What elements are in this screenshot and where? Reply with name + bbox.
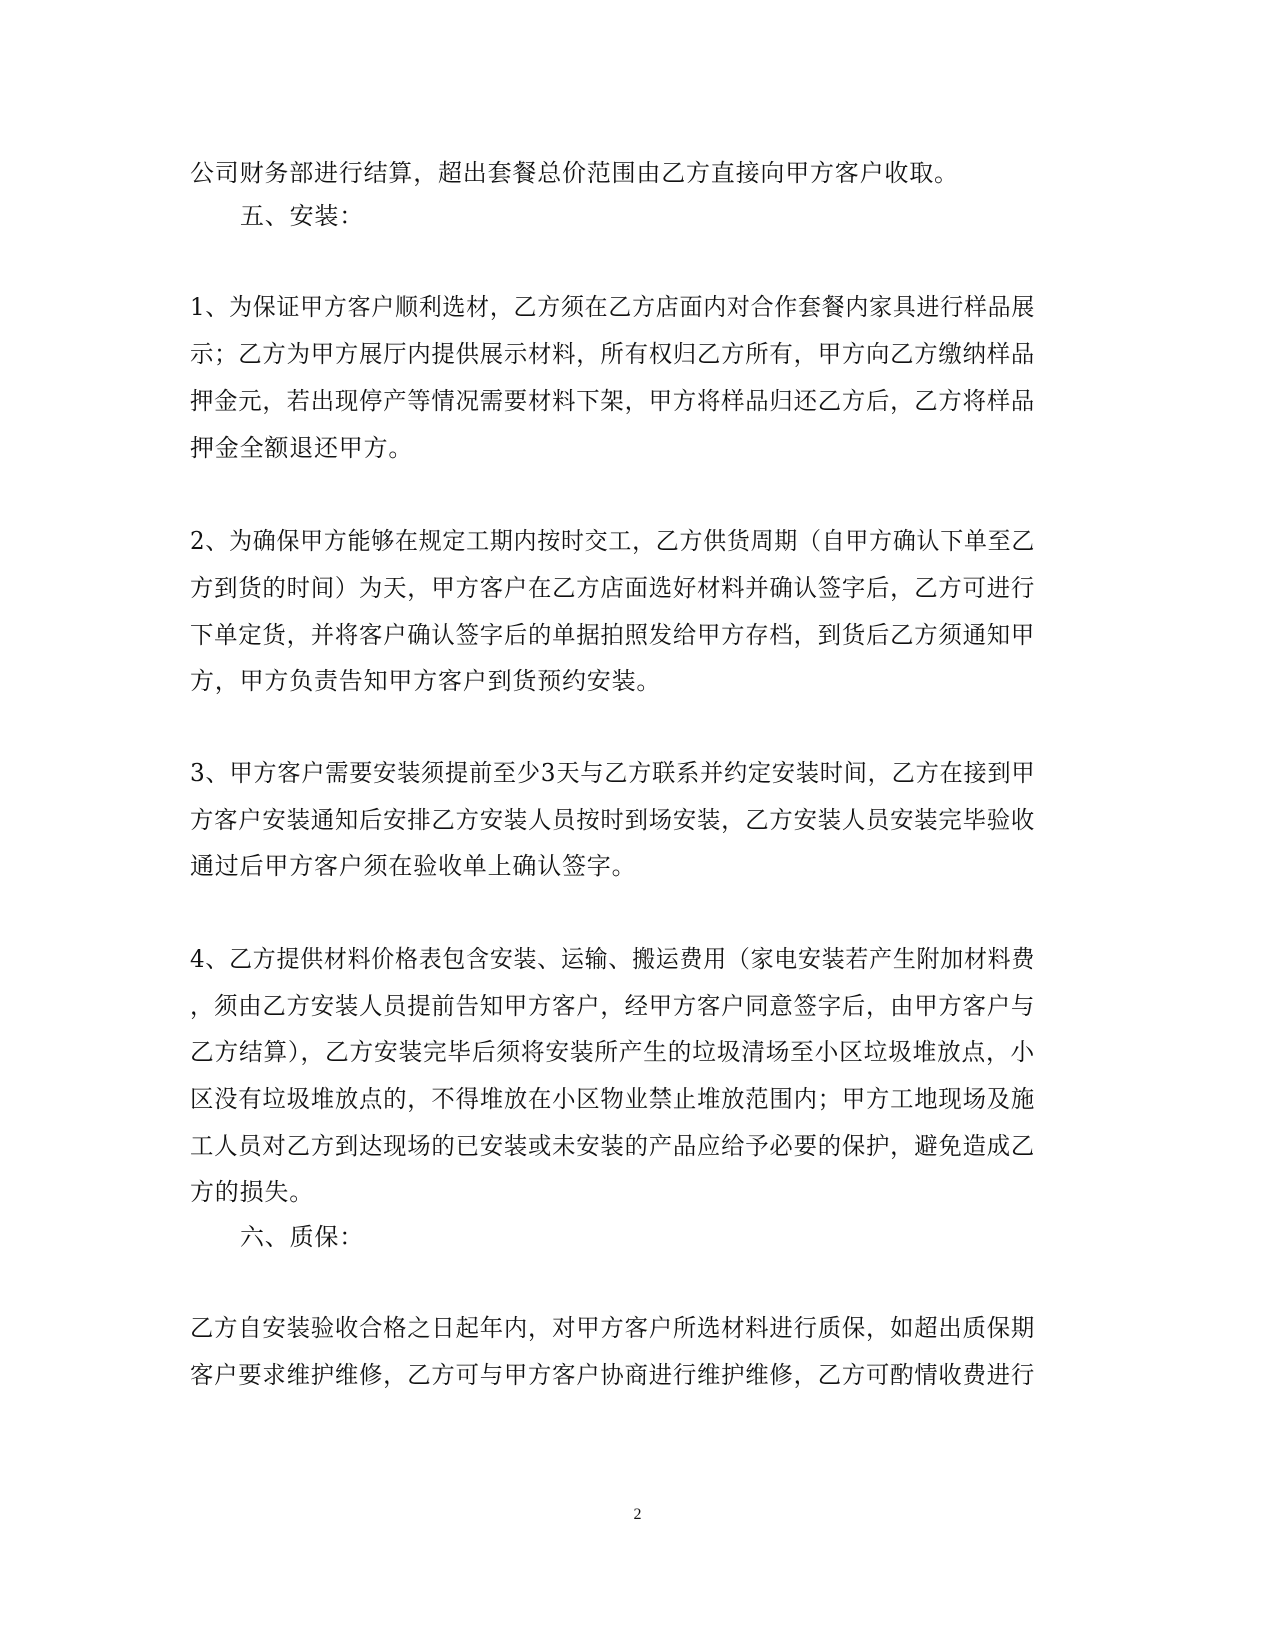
paragraph-line: 方到货的时间）为天，甲方客户在乙方店面选好材料并确认签字后，乙方可进行 bbox=[190, 574, 1035, 602]
page-number: 2 bbox=[633, 1506, 642, 1523]
paragraph-line: 乙方结算），乙方安装完毕后须将安装所产生的垃圾清场至小区垃圾堆放点，小 bbox=[190, 1038, 1035, 1066]
section-heading-warranty: 六、质保： bbox=[240, 1223, 364, 1251]
paragraph-line: 方客户安装通知后安排乙方安装人员按时到场安装，乙方安装人员安装完毕验收 bbox=[190, 806, 1035, 834]
paragraph-line: 4、乙方提供材料价格表包含安装、运输、搬运费用（家电安装若产生附加材料费 bbox=[190, 945, 1036, 973]
paragraph-line: 下单定货，并将客户确认签字后的单据拍照发给甲方存档，到货后乙方须通知甲 bbox=[190, 621, 1035, 649]
paragraph-line: 乙方自安装验收合格之日起年内，对甲方客户所选材料进行质保，如超出质保期 bbox=[190, 1314, 1035, 1342]
paragraph-line: 区没有垃圾堆放点的，不得堆放在小区物业禁止堆放范围内；甲方工地现场及施 bbox=[190, 1085, 1035, 1113]
paragraph-line: 方的损失。 bbox=[190, 1178, 314, 1206]
paragraph-line: 工人员对乙方到达现场的已安装或未安装的产品应给予必要的保护，避免造成乙 bbox=[190, 1132, 1035, 1160]
section-heading-installation: 五、安装： bbox=[240, 202, 364, 230]
paragraph-line: 2、为确保甲方能够在规定工期内按时交工，乙方供货周期（自甲方确认下单至乙 bbox=[190, 527, 1036, 555]
paragraph-line: 3、甲方客户需要安装须提前至少3天与乙方联系并约定安装时间，乙方在接到甲 bbox=[190, 759, 1036, 787]
paragraph-line: 公司财务部进行结算，超出套餐总价范围由乙方直接向甲方客户收取。 bbox=[190, 159, 959, 187]
paragraph-line: 押金全额退还甲方。 bbox=[190, 434, 414, 462]
paragraph-line: 押金元，若出现停产等情况需要材料下架，甲方将样品归还乙方后，乙方将样品 bbox=[190, 387, 1035, 415]
paragraph-line: 客户要求维护维修，乙方可与甲方客户协商进行维护维修，乙方可酌情收费进行 bbox=[190, 1361, 1035, 1389]
paragraph-line: ，须由乙方安装人员提前告知甲方客户，经甲方客户同意签字后，由甲方客户与 bbox=[190, 992, 1035, 1020]
paragraph-line: 示；乙方为甲方展厅内提供展示材料，所有权归乙方所有，甲方向乙方缴纳样品 bbox=[190, 340, 1035, 368]
paragraph-line: 1、为保证甲方客户顺利选材，乙方须在乙方店面内对合作套餐内家具进行样品展 bbox=[190, 293, 1036, 321]
paragraph-line: 通过后甲方客户须在验收单上确认签字。 bbox=[190, 852, 637, 880]
paragraph-line: 方，甲方负责告知甲方客户到货预约安装。 bbox=[190, 667, 662, 695]
